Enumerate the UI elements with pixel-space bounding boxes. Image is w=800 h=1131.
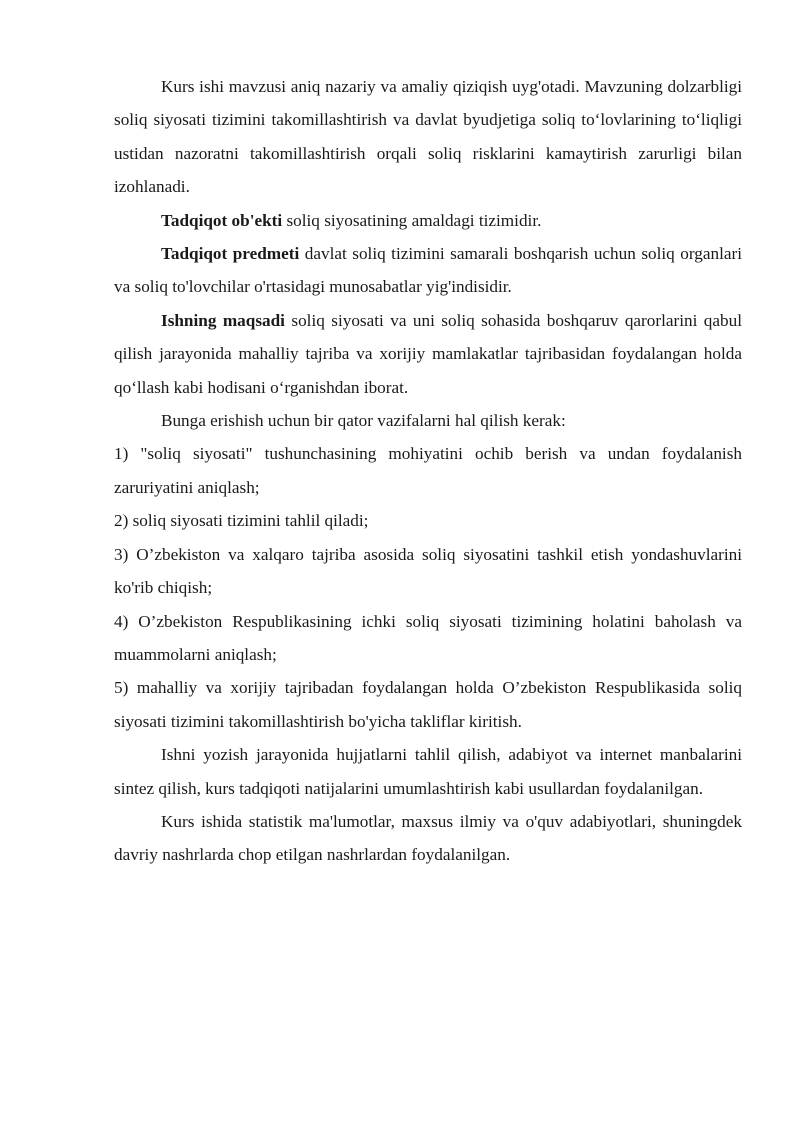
research-subject-paragraph	[114, 237, 742, 304]
tasks-intro: Bunga erishish uchun bir qator vazifalarni hal qilish kerak:	[161, 411, 566, 431]
task-item: 1) "soliq siyosati" tushunchasining mohiyatini ochib berish va undan foydalanish zaruriyatini aniqlash;	[114, 444, 742, 497]
research-object-label: Tadqiqot ob'ekti	[161, 210, 283, 230]
task-item: 4) O’zbekiston Respublikasining ichki soliq siyosati tizimining holatini baholash va muammolarni aniqlash;	[114, 611, 742, 664]
task-item: 3) O’zbekiston va xalqaro tajriba asosida soliq siyosatini tashkil etish yondashuvlarini ko'rib chiqish;	[114, 544, 742, 598]
goal-paragraph	[114, 304, 742, 404]
research-object-text: soliq siyosatining amaldagi tizimidir.	[282, 210, 542, 230]
document-page	[114, 70, 742, 872]
goal-label: Ishning maqsadi	[161, 310, 285, 330]
task-item: 2) soliq siyosati tizimini tahlil qiladi;	[114, 511, 369, 531]
methods-paragraph: Ishni yozish jarayonida hujjatlarni tahlil qilish, adabiyot va internet manbalarini sintez qilish, kurs tadqiqoti natijalarini umumlashtirish kabi usullardan foydalanilgan.	[114, 745, 742, 798]
sources-paragraph: Kurs ishida statistik ma'lumotlar, maxsus ilmiy va o'quv adabiyotlari, shuningdek davriy nashrlarda chop etilgan nashrlardan foydalanilgan.	[114, 811, 742, 865]
relevance-paragraph: Kurs ishi mavzusi aniq nazariy va amaliy qiziqish uyg'otadi. Mavzuning dolzarbligi soliq siyosati tizimini takomillashtirish va davlat byudjetiga soliq to‘lovlarining to‘liqligi ustidan nazoratni takomillashtirish orqali soliq risklarini kamaytirish zarurligi bilan izohlanadi.	[114, 77, 742, 197]
goal-text: soliq siyosati va uni soliq sohasida boshqaruv qarorlarini qabul qilish jarayonida mahalliy tajriba va xorijiy mamlakatlar tajribasidan foydalangan holda qo‘llash kabi hodisani o‘rganishdan iborat.	[114, 310, 742, 397]
research-subject-text: davlat soliq tizimini samarali boshqarish uchun soliq organlari va soliq to'lovchilar o'rtasidagi munosabatlar yig'indisidir.	[114, 244, 742, 297]
task-item: 5) mahalliy va xorijiy tajribadan foydalangan holda O’zbekiston Respublikasida soliq siyosati tizimini takomillashtirish bo'yicha takliflar kiritish.	[114, 678, 742, 731]
research-subject-label: Tadqiqot predmeti	[161, 244, 300, 264]
research-object-paragraph	[114, 204, 742, 237]
